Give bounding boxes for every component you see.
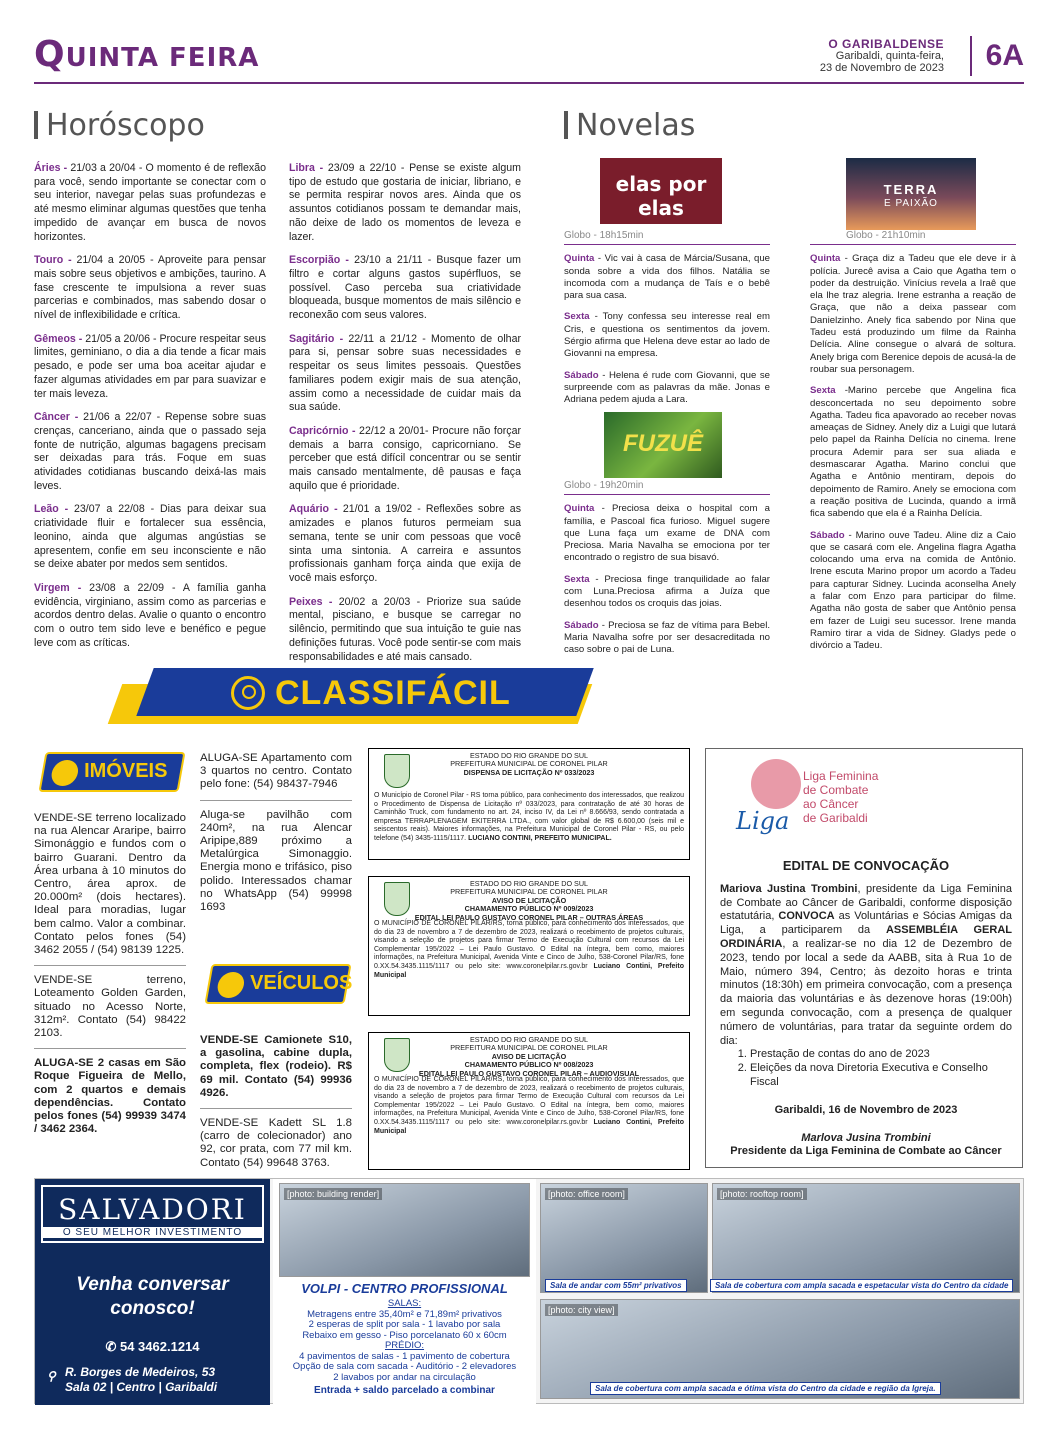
imoveis-column-2 [200, 752, 352, 930]
date-line-2: 23 de Novembro de 2023 [819, 62, 944, 74]
horoscope-sign: Capricórnio - 22/12 a 20/01- Procure não forçar demais a barra consigo, capricorniano. Se perceber que está difícil concentrar ou se sentir mais cansado mentalmente, dê pausas e faça aquilo que é prioridade. [289, 424, 521, 492]
agenda-item: 1. Prestação de contas do ano de 2023 [750, 1048, 1012, 1062]
horoscope-sign: Touro - 21/04 a 20/05 - Aproveite para pensar mais sobre seus objetivos e ambições, taurino. A fase crescente te impulsiona a rever suas parcerias e combinados, mas sabendo dosar o nível de inflexibilidade e crítica. [34, 254, 266, 322]
ad-project-panel [273, 1179, 536, 1405]
liga-logo: Liga [736, 759, 816, 837]
edital-date: Garibaldi, 16 de Novembro de 2023 [774, 1103, 958, 1116]
signature-name: Marlova Jusina Trombini [801, 1131, 931, 1144]
imoveis-badge: IMÓVEIS [38, 752, 185, 792]
elas-por-elas-logo: elas por elas [600, 158, 722, 224]
photo-sala-cobertura-2: [photo: city view] [540, 1299, 1020, 1399]
page-header [34, 34, 1024, 86]
day-rest: UINTA FEIRA [65, 43, 260, 73]
imoveis-column-1 [34, 812, 186, 1152]
whatsapp-icon: ✆ [105, 1339, 120, 1354]
classified-ad: VENDE-SE terreno, Loteamento Golden Garden, situado no Acesso Norte, 312m². Contato (54) 98422 2103. [34, 974, 186, 1049]
salvadori-logo: SALVADORI O SEU MELHOR INVESTIMENTO [41, 1185, 264, 1243]
novela-entry: Sábado - Helena é rude com Giovanni, que se surpreende com as palavras da mãe. Jonas e Adriana pedem ajuda a Lara. [564, 369, 770, 406]
coat-of-arms-icon [384, 754, 410, 788]
coat-of-arms-icon [384, 882, 410, 916]
novela-2-time: Globo - 19h20min [564, 480, 770, 495]
classified-ad: ALUGA-SE Apartamento com 3 quartos no centro. Contato pelo fone: (54) 98437-7946 [200, 752, 352, 801]
horoscope-sign: Peixes - 20/02 a 20/03 - Priorize sua saúde mental, pisciano, e busque se carregar no silêncio, permitindo que sua intuição te guie nas definições futuras. Você pode sentir-se com mais responsabilidades e até mais cansado. [289, 595, 521, 663]
signature-role: Presidente da Liga Feminina de Combate ao Câncer [730, 1145, 1002, 1158]
classified-ad: VENDE-SE terreno localizado na rua Alencar Araripe, bairro Simonággio e fundos com o bairro Guarani. Dentro da Área urbana à 10 minutos do Centro, área aprox. de 20.000m² (dois hectares). Ideal para moradias, lugar bem calmo. Valor a combinar. Contato pelos fones (54) 3462 2055 / (54) 98139 1225. [34, 812, 186, 966]
date-line-1: Garibaldi, quinta-feira, [835, 50, 944, 62]
licitacao-dispensa-033: ESTADO DO RIO GRANDE DO SUL PREFEITURA MUNICIPAL DE CORONEL PILAR DISPENSA DE LICITAÇÃO Nº 033/2023 O Município de Coronel Pilar - RS torna público, para conhecimento dos interessados, que realizou o Procedimento de Dispensa de Licitação nº 033/2023, para contratação de até 30 horas de Caminhão Truck, com fundamento no art. 24, inciso IV, da Lei nº 8.666/93, sendo contratada a empresa TERRAPLENAGEM EKITERRA LTDA., com valor global de R$ 6.600,00 (seis mil e seiscentos reais). Maiores informações, na Prefeitura Municipal de Coronel Pilar - RS, ou pelo telefone (54) 3435-1115/1117. LUCIANO CONTINI, PREFEITO MUNICIPAL. [368, 748, 690, 860]
novela-entry: Sexta - Tony confessa seu interesse real em Cris, e questiona os sentimentos da jovem. Sérgio afirma que Helena deve estar ao lado de Giovanni na empresa. [564, 311, 770, 360]
horoscope-sign: Áries - 21/03 a 20/04 - O momento é de reflexão para você, sendo importante se conectar com o seu interior, navegar pelas suas profundezas e até mesmo eliminar algumas questões que tenha impedido de avançar em busca de novos horizontes. [34, 162, 266, 243]
veiculos-badge: VEÍCULOS [204, 964, 351, 1004]
car-icon [216, 972, 247, 998]
novela-1 [564, 230, 770, 416]
ad-brand-panel [35, 1179, 270, 1405]
horoscope-column-1 [34, 162, 266, 661]
novela-entry: Sexta -Marino percebe que Angelina fica desconcertada no seu depoimento sobre Agatha. Tadeu fica apavorado ao receber novas ameaças de Sidney. Anely diz a Luigi que lutará pelo papel da Rainha Delícia no cinema. Irene procura Ademir para ser sua aliada e desmascarar Agatha. Marino conclui que Agatha e Antônio mentiram, depois do depoimento de Ramiro. Anely se emociona com a reação positiva de Lucinda, quando a irmã fica sabendo que ela é a Rainha Delícia. [810, 385, 1016, 520]
classifacil-banner [115, 668, 585, 730]
liga-name: Liga Feminina de Combate ao Câncer de Garibaldi [803, 769, 879, 825]
novela-entry: Sexta - Preciosa finge tranquilidade ao falar com Luna.Preciosa afirma a Juíza que desenhou todos os croquis das joias. [564, 573, 770, 610]
edital-title: EDITAL DE CONVOCAÇÃO [782, 858, 950, 873]
photo-sala-cobertura-1: [photo: rooftop room] [712, 1183, 1020, 1293]
agenda-list [720, 1048, 1012, 1089]
horoscope-sign: Sagitário - 22/11 a 21/12 - Momento de olhar para si, pensar sobre suas necessidades e respeitar os seus limites pessoais. Questões familiares podem exigir mais de sua atenção, assim como a necessidade de cuidar mais da sua saúde. [289, 332, 521, 414]
novelas-title: Novelas [564, 108, 695, 143]
horoscope-sign: Leão - 23/07 a 22/08 - Dias para deixar sua criatividade fluir e fortalecer sua essência, leonino, ainda que algumas angústias se apresentem, confie em seu inconsciente e não se deixe abater por medos sem sentidos. [34, 503, 266, 571]
novela-entry: Quinta - Graça diz a Tadeu que ele deve ir à polícia. Jurecê avisa a Caio que Agatha tem o poder da destruição. Vinícius revela a Iraê que ela lhe traz alegria. Irene estranha a reação de Graça, que não a deixa passear com Danielzinho. Anely fica sabendo por Nina que Tadeu está produzindo um filme da Rainha Delícia. Aline consegue o alvará de soltura. Anely briga com Berenice depois de acusá-la de roubar sua personagem. [810, 253, 1016, 375]
house-icon [50, 760, 81, 786]
novela-3 [810, 230, 1016, 662]
licitacao-chamamento-009: ESTADO DO RIO GRANDE DO SUL PREFEITURA MUNICIPAL DE CORONEL PILAR AVISO DE LICITAÇÃO CHAMAMENTO PÚBLICO Nº 009/2023 EDITAL LEI PAULO GUSTAVO CORONEL PILAR – OUTRAS ÁREAS O MUNICÍPIO DE CORONEL PILAR/RS, torna público, para conhecimento dos interessados, que do dia 23 de novembro a 7 de dezembro de 2023, realizará o recebimento de projetos culturais, visando a seleção de projetos para firmar Termo de Execução Cultural com recursos da Lei Complementar 195/2022 – Lei Paulo Gustavo. O Edital na íntegra, bem como, maiores informações, na Prefeitura Municipal, Avenida Vinte e Cinco de Julho, 538-Coronel Pilar/RS, fone 0.XX.54.3435.1115/1117 ou pelo site: www.coronelpilar.rs.gov.br Luciano Contini, Prefeito Municipal [368, 876, 690, 1016]
novela-entry: Quinta - Preciosa deixa o hospital com a família, e Pascoal fica furioso. Miguel sugere que Luna faça um exame de DNA com Preciosa. Maria Navalha se emociona por ter encontrado o registro de sua bisavó. [564, 503, 770, 564]
classified-ad: VENDE-SE Kadett SL 1.8 (carro de colecionador) ano 92, cor prata, com 77 mil km. Contato (54) 99648 3763. [200, 1117, 352, 1169]
novela-2 [564, 480, 770, 666]
liga-edital [705, 748, 1023, 1168]
paper-name: O GARIBALDENSE [828, 37, 944, 51]
rose-icon [751, 759, 801, 809]
caption-1: Sala de andar com 55m² privativos [545, 1279, 687, 1292]
classifacil-title: CLASSIFÁCIL [275, 674, 511, 712]
day-initial: Q [34, 34, 66, 75]
coat-of-arms-icon [384, 1038, 410, 1072]
project-footer: Entrada + saldo parcelado a combinar [314, 1385, 495, 1396]
fuzue-logo: FUZUÊ [604, 412, 722, 478]
caption-2: Sala de cobertura com ampla sacada e espetacular vista do Centro da cidade [710, 1279, 1013, 1292]
veiculos-column [200, 1034, 352, 1186]
ad-phone: ✆ 54 3462.1214 [105, 1339, 200, 1354]
novela-entry: Quinta - Vic vai à casa de Márcia/Susana, que sonda sobre a vida dos filhos. Natália se incomoda com a mudança de Taís e o bebê para sua casa. [564, 253, 770, 302]
licitacao-chamamento-008: ESTADO DO RIO GRANDE DO SUL PREFEITURA MUNICIPAL DE CORONEL PILAR AVISO DE LICITAÇÃO CHAMAMENTO PÚBLICO Nº 008/2023 EDITAL LEI PAULO GUSTAVO CORONEL PILAR – AUDIOVISUAL O MUNICÍPIO DE CORONEL PILAR/RS, torna público, para conhecimento dos interessados, que do dia 23 de novembro a 7 de dezembro de 2023, realizará o recebimento de projetos culturais, visando a seleção de projetos para firmar Termo de Execução Cultural com recursos da Lei Complementar 195/2022 – Lei Paulo Gustavo. O Edital na íntegra, bem como, maiores informações, na Prefeitura Municipal, Avenida Vinte e Cinco de Julho, 538-Coronel Pilar/RS, fone 0.XX.54.3435.1115/1117 ou pelo site: www.coronelpilar.rs.gov.br Luciano Contini, Prefeito Municipal [368, 1032, 690, 1170]
agenda-item: 2. Eleições da nova Diretoria Executiva e Conselho Fiscal [750, 1062, 1012, 1090]
salvadori-ad [34, 1178, 1024, 1404]
paper-info [820, 38, 944, 74]
horoscope-sign: Virgem - 23/08 a 22/09 - A família ganha evidência, virginiano, assim como as parcerias e acordos dentro delas. Avalie o quanto o encontro com o outro tem sido leve e benéfico e pegue leve com as críticas. [34, 581, 266, 649]
location-pin-icon: ⚲ [47, 1369, 56, 1383]
horoscope-sign: Libra - 23/09 a 22/10 - Pense se existe algum tipo de estudo que gostaria de iniciar, libriano, e se permita respirar novos ares. Ainda que os assuntos cotidianos possam te demandar mais, não deixe de lado os momentos de leveza e lazer. [289, 162, 521, 243]
classified-ad: VENDE-SE Camionete S10, a gasolina, cabine dupla, completa, flex (rodeio). R$ 69 mil. Contato (54) 99936 4926. [200, 1034, 352, 1109]
horoscope-column-2 [289, 162, 521, 674]
ad-slogan: Venha conversar conosco! [76, 1274, 229, 1319]
project-title: VOLPI - CENTRO PROFISSIONAL [301, 1281, 508, 1296]
classified-ad: Aluga-se pavilhão com 240m², na rua Alencar Aripipe,889 próximo a Metalúrgica Simonaggio. Energia mono e trifásico, piso polido. Interessados chamar no WhatsApp (54) 99998 1693 [200, 808, 352, 914]
classified-ad: ALUGA-SE 2 casas em São Roque Figueira de Mello, com 2 quartos e demais dependências. Contato pelos fones (54) 99939 3474 / 3462 2364. [34, 1057, 186, 1136]
novela-1-time: Globo - 18h15min [564, 230, 770, 245]
horoscope-title: Horóscopo [34, 108, 205, 143]
novela-3-time: Globo - 21h10min [810, 230, 1016, 245]
section-day [34, 34, 259, 75]
liga-body: EDITAL DE CONVOCAÇÃO Mariova Justina Trombini, presidente da Liga Feminina de Combate ao Câncer de Garibaldi, conforme disposição estatutária, CONVOCA as Voluntárias e Sócias Amigas da Liga, a participarem da ASSEMBLÉIA GERAL ORDINÁRIA, a realizar-se no dia 12 de Dezembro de 2023, tendo por local a sede da AABB, sita à Rua 1o de Maio, número 394, Centro; às dezoito horas e trinta minutos (18:30h) em primeira convocação, com a presença da maioria das voluntárias e às dezenove horas (19:00h) em segunda convocação, com a presença de qualquer número de voluntárias, para tratar da seguinte ordem do dia: 1. Prestação de contas do ano de 2023 2. Eleições da nova Diretoria Executiva e Conselho Fiscal Garibaldi, 16 de Novembro de 2023 Marlova Jusina Trombini Presidente da Liga Feminina de Combate ao Câncer [720, 859, 1012, 1159]
page-number: 6A [970, 36, 1024, 76]
ad-address: ⚲ R. Borges de Medeiros, 53 Sala 02 | Centro | Garibaldi [47, 1365, 218, 1394]
horoscope-sign: Aquário - 21/01 a 19/02 - Reflexões sobre as amizades e planos futuros permeiam sua semana, tente se unir com pessoas que você sinta uma sintonia. A carreira e assuntos profissionais ganham força ainda que exija de você mais esforço. [289, 503, 521, 584]
search-icon [231, 676, 265, 710]
horoscope-sign: Gêmeos - 21/05 a 20/06 - Procure respeitar seus limites, geminiano, o dia a dia tende a ficar mais pesado, e pode ser uma boa aceitar ajudar e fazer algumas atividades em par para suavizar e ter mais leveza. [34, 332, 267, 400]
header-divider [34, 82, 1024, 84]
caption-3: Sala de cobertura com ampla sacada e ótima vista do Centro da cidade e região da Igreja. [590, 1382, 941, 1395]
project-details: SALAS: Metragens entre 35,40m² e 71,89m² privativos 2 esperas de split por sala - 1 lavabo por sala Rebaixo em gesso - Piso porcelanato 60 x 60cm PRÉDIO: 4 pavimentos de salas - 1 pavimento de cobertura Opção de sala com sacada - Auditório - 2 elevadores 2 lavabos por andar na circulação [292, 1298, 517, 1383]
building-render: [photo: building render] [279, 1183, 530, 1277]
horoscope-sign: Escorpião - 23/10 a 21/11 - Busque fazer um filtro e cortar alguns gastos supérfluos, se possível. Caso perceba sua criatividade bloqueada, busque momentos de mais silêncio e reconexão com seus valores. [289, 254, 521, 322]
novela-entry: Sábado - Marino ouve Tadeu. Aline diz a Caio que se casará com ele. Angelina flagra Agatha colocando uma erva na comida de Antônio. Irene escuta Marino propor um acordo a Tadeu para capturar Sidney. Lucinda aconselha Anely a falar com Enzo para participar do filme. Agatha não gosta de saber que Antônio pensa em fazer de Luigi seu sucessor. Irene manda Ramiro tirar a vida de Sidney. Gladys pede o divórcio a Tadeu. [810, 529, 1016, 652]
novela-entry: Sábado - Preciosa se faz de vítima para Bebel. Maria Navalha sofre por ser desacreditada no caso sobre o pai de Luna. [564, 619, 770, 656]
photo-sala-andar: [photo: office room] [540, 1183, 708, 1293]
terra-e-paixao-logo: TERRA E PAIXÃO [846, 158, 976, 230]
horoscope-sign: Câncer - 21/06 a 22/07 - Repense sobre suas crenças, canceriano, ainda que o passado seja fonte de nutrição, algumas bagagens precisam ser deixadas para trás. Foque em suas atividades cotidianas buscando deixá-las mais leves. [34, 411, 267, 492]
